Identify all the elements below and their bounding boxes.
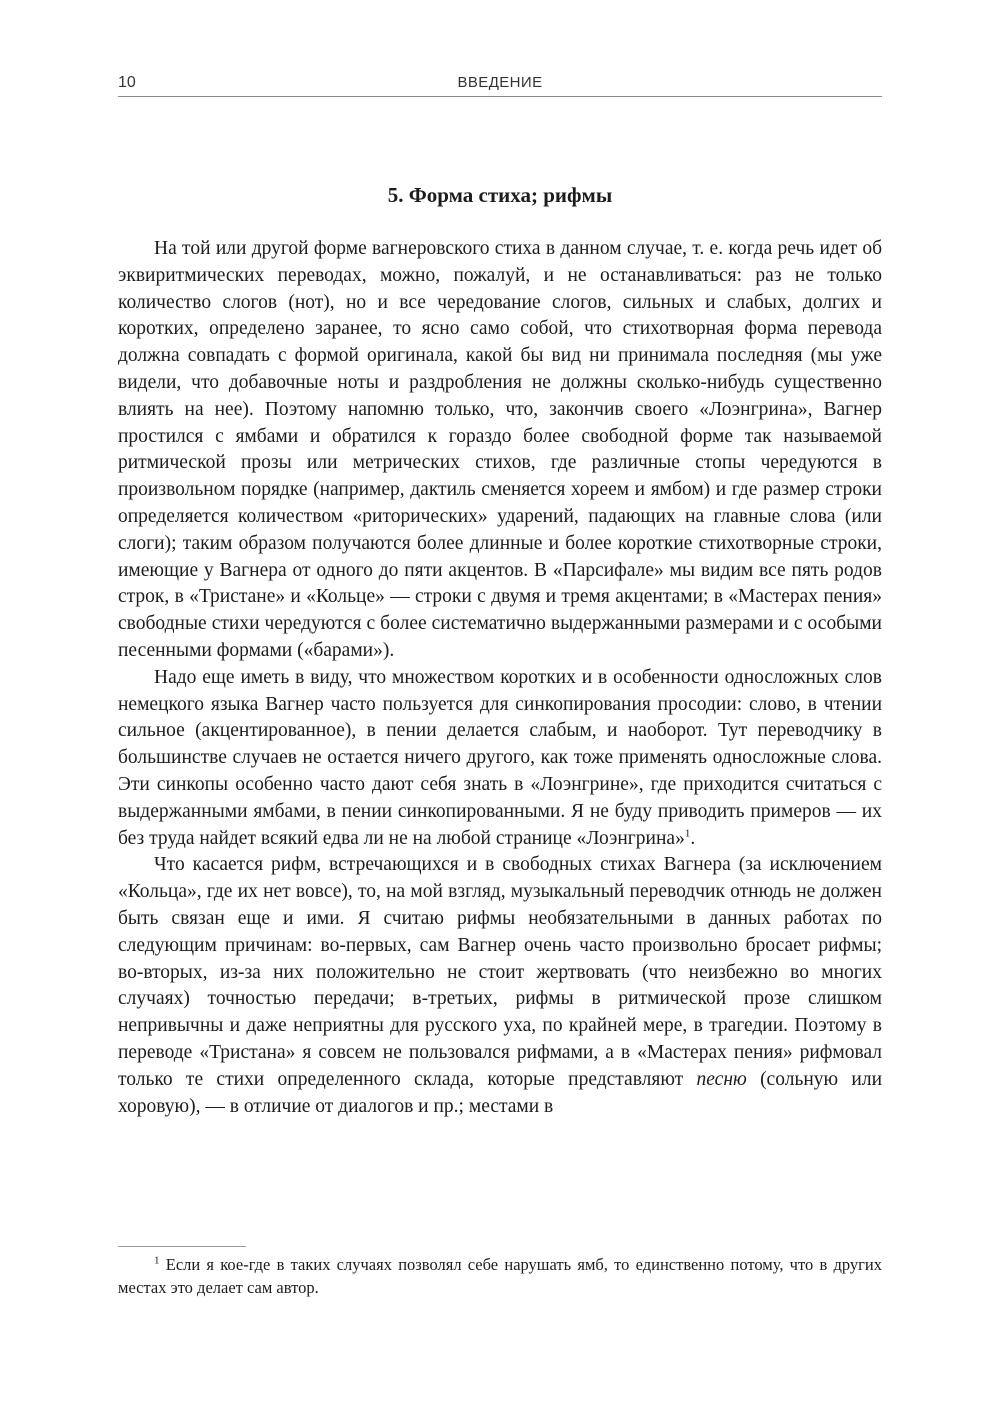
footnote-text: Если я кое-где в таких случаях позволял себе нарушать ямб, то единственно потому, что в других местах это делает сам автор. <box>118 1255 882 1297</box>
footnote-ref[interactable]: 1 <box>684 827 691 840</box>
paragraph-text-end: (сольную или хоровую), — в отличие от диалогов и пр.; местами в <box>118 1068 883 1117</box>
paragraph-text: Что касается рифм, встречающихся и в свободных стихах Вагнера (за исключением «Кольца», где их нет вовсе), то, на мой взгляд, музыкальный переводчик отнюдь не должен быть связан еще и ими. Я считаю рифмы необязательными в данных работах по следующим причинам: во-первых, сам Вагнер очень часто произвольно бросает рифмы; во-вторых, из-за них положительно не стоит жертвовать (что неизбежно во многих случаях) точностью передачи; в-третьих, рифмы в ритмической прозе слишком непривычны и даже неприятны для русского уха, по крайней мере, в трагедии. Поэтому в переводе «Тристана» я совсем не пользовался рифмами, а в «Мастерах пения» рифмовал только те стихи определенного склада, которые представляют <box>118 854 882 1090</box>
body-text <box>118 236 882 1120</box>
paragraph-end: . <box>690 827 696 849</box>
page-number: 10 <box>118 74 136 91</box>
running-title: ВВЕДЕНИЕ <box>457 74 543 91</box>
paragraph <box>118 852 882 1120</box>
paragraph <box>118 236 882 665</box>
paragraph-text: Надо еще иметь в виду, что множеством коротких и в особенности односложных слов немецкого языка Вагнер часто пользуется для синкопирования просодии: слово, в чтении сильное (акцентированное), в пении делается слабым, и наоборот. Тут переводчику в большинстве случаев не остается ничего другого, как тоже применять односложные слова. Эти синкопы особенно часто дают себя знать в «Лоэнгрине», где приходится считаться с выдержанными ямбами, в пении синкопированными. Я не буду приводить примеров — их без труда найдет всякий едва ли не на любой странице «Лоэнгрина» <box>118 666 882 849</box>
italic-term: песню <box>696 1068 747 1090</box>
paragraph <box>118 665 882 853</box>
footnote-number: 1 <box>154 1254 160 1267</box>
footnote <box>118 1253 882 1299</box>
paragraph-text: На той или другой форме вагнеровского стиха в данном случае, т. е. когда речь идет об эквиритмических переводах, можно, пожалуй, и не останавливаться: раз не только количество слогов (нот), но и все чередование слогов, сильных и слабых, долгих и коротких, определено заранее, то ясно само собой, что стихотворная форма перевода должна совпадать с формой оригинала, какой бы вид ни принимала последняя (мы уже видели, что добавочные ноты и раздробления не должны сколько-нибудь существенно влиять на нее). Поэтому напомню только, что, закончив своего «Лоэнгрина», Вагнер простился с ямбами и обратился к гораздо более свободной форме так называемой ритмической прозы или метрических стихов, где различные стопы чередуются в произвольном порядке (например, дактиль сменяется хореем и ямбом) и где размер строки определяется количеством «риторических» ударений, падающих на главные слова (или слоги); таким образом получаются более длинные и более короткие стихотворные строки, имеющие у Вагнера от одного до пяти акцентов. В «Парсифале» мы видим все пять родов строк, в «Тристане» и «Кольце» — строки с двумя и тремя акцентами; в «Мастерах пения» свободные стихи чередуются с более систематично выдержанными размерами и с особыми песенными формами («барами»). <box>118 238 882 661</box>
section-title: 5. Форма стиха; рифмы <box>387 183 613 207</box>
footnote-divider <box>118 1246 246 1247</box>
running-header <box>118 74 882 97</box>
